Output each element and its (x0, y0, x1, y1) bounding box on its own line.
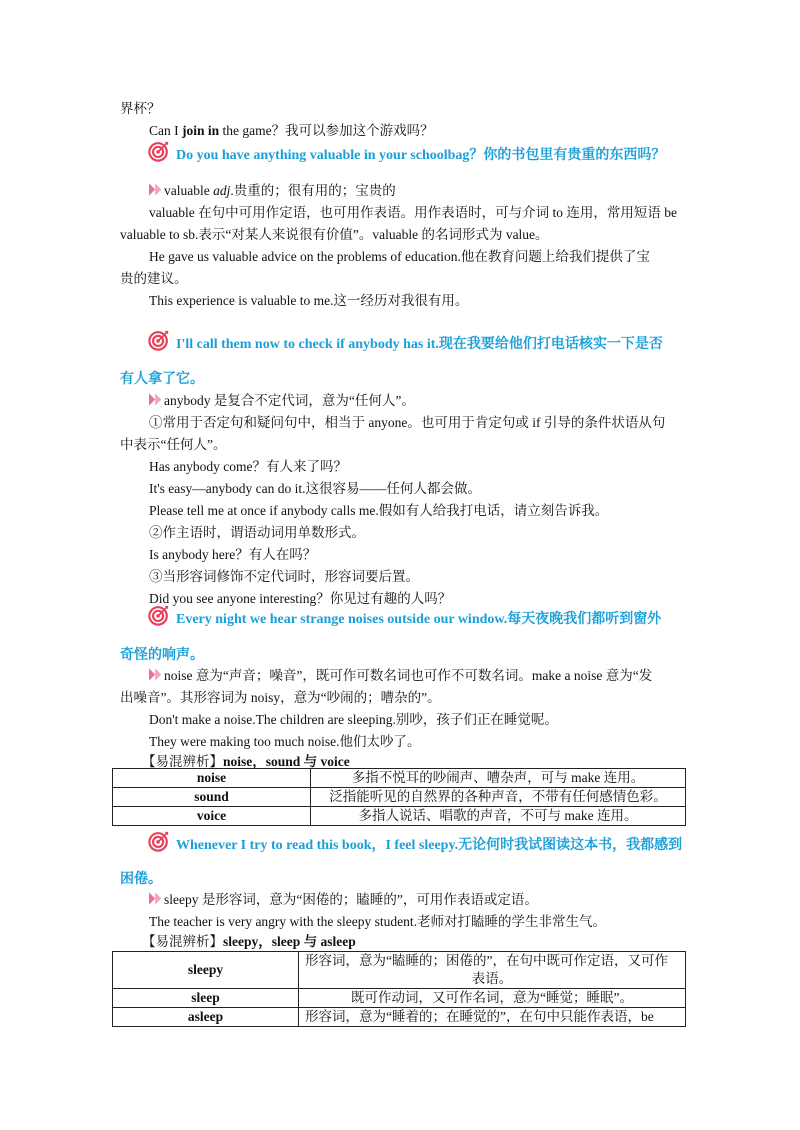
table-value: 泛指能听见的自然界的各种声音，不带有任何感情色彩。 (311, 788, 686, 807)
table-row (113, 1008, 686, 1027)
example-sentence: Is anybody here？有人在吗？ (149, 547, 317, 562)
section-heading-noise-cont: 奇怪的响声。 (120, 648, 204, 663)
target-icon (148, 329, 170, 351)
section-heading-anybody: I'll call them now to check if anybody has it.现在我要给他们打电话核实一下是否 (176, 337, 663, 352)
example-keyword: join in (182, 123, 220, 138)
part-of-speech: adj (213, 183, 231, 198)
paragraph: 中表示“任何人”。 (120, 437, 227, 452)
paragraph: ②作主语时，谓语动词用单数形式。 (149, 525, 365, 540)
target-icon (148, 830, 170, 852)
definition-text: sleepy 是形容词，意为“困倦的；瞌睡的”，可用作表语或定语。 (164, 892, 538, 907)
example-sentence: Please tell me at once if anybody calls me.假如有人给我打电话，请立刻告诉我。 (149, 503, 609, 518)
example-text: the game？我可以参加这个游戏吗？ (219, 123, 434, 138)
table-row (113, 952, 686, 989)
comparison-note (142, 932, 356, 952)
note-label: 【易混辨析】 (142, 934, 223, 949)
table-value-line: 表语。 (471, 971, 513, 986)
example-sentence: Don't make a noise.The children are sleeping.别吵，孩子们正在睡觉呢。 (149, 712, 558, 727)
definition-anybody (149, 391, 415, 411)
table-key: voice (113, 807, 311, 826)
target-icon (148, 140, 170, 162)
table-value: 多指人说话、唱歌的声音，不可与 make 连用。 (311, 807, 686, 826)
example-sentence: 贵的建议。 (120, 271, 188, 286)
definition-text: .贵重的；很有用的；宝贵的 (230, 183, 396, 198)
section-heading-valuable: Do you have anything valuable in your schoolbag？你的书包里有贵重的东西吗？ (176, 148, 666, 163)
continued-text: 界杯？ (120, 101, 161, 116)
section-heading-sleepy-cont: 困倦。 (120, 872, 162, 887)
paragraph: ③当形容词修饰不定代词时，形容词要后置。 (149, 569, 419, 584)
double-arrow-icon (149, 393, 163, 406)
note-label: 【易混辨析】 (142, 754, 223, 769)
table-key: sleep (113, 989, 299, 1008)
table-row (113, 807, 686, 826)
definition-text: anybody 是复合不定代词，意为“任何人”。 (164, 393, 415, 408)
paragraph: valuable to sb.表示“对某人来说很有价值”。valuable 的名词形式为 value。 (120, 227, 549, 242)
definition-valuable (149, 181, 396, 201)
example-join-in (149, 121, 434, 141)
section-heading-noise: Every night we hear strange noises outside our window.每天夜晚我们都听到窗外 (176, 612, 662, 627)
double-arrow-icon (149, 892, 163, 905)
definition-word: valuable (164, 183, 214, 198)
definition-text: noise 意为“声音；噪音”，既可作可数名词也可作不可数名词。make a noise 意为“发 (164, 668, 653, 683)
table-row (113, 769, 686, 788)
table-value: 多指不悦耳的吵闹声、嘈杂声，可与 make 连用。 (311, 769, 686, 788)
table-key: sleepy (113, 952, 299, 989)
example-sentence: He gave us valuable advice on the problems of education.他在教育问题上给我们提供了宝 (149, 249, 650, 264)
section-heading-anybody-cont: 有人拿了它。 (120, 372, 204, 387)
table-key: asleep (113, 1008, 299, 1027)
double-arrow-icon (149, 183, 163, 196)
paragraph: ①常用于否定句和疑问句中，相当于 anyone。也可用于肯定句或 if 引导的条件状语从句 (149, 415, 666, 430)
paragraph: valuable 在句中可用作定语，也可用作表语。用作表语时，可与介词 to 连用，常用短语 be (149, 205, 677, 220)
example-text: Can I (149, 123, 182, 138)
example-sentence: They were making too much noise.他们太吵了。 (149, 734, 421, 749)
table-key: noise (113, 769, 311, 788)
table-value: 既可作动词，又可作名词，意为“睡觉；睡眠”。 (299, 989, 686, 1008)
section-heading-sleepy: Whenever I try to read this book，I feel sleepy.无论何时我试图读这本书，我都感到 (176, 838, 683, 853)
definition-noise (149, 666, 652, 686)
table-row (113, 989, 686, 1008)
note-title: noise，sound 与 voice (223, 754, 350, 769)
note-title: sleepy，sleep 与 asleep (223, 934, 356, 949)
example-sentence: It's easy—anybody can do it.这很容易——任何人都会做。 (149, 481, 482, 496)
target-icon (148, 604, 170, 626)
double-arrow-icon (149, 668, 163, 681)
table-row (113, 788, 686, 807)
table-value: 形容词，意为“睡着的；在睡觉的”，在句中只能作表语，be (299, 1008, 686, 1027)
example-sentence: The teacher is very angry with the sleepy student.老师对打瞌睡的学生非常生气。 (149, 914, 607, 929)
definition-sleepy (149, 890, 538, 910)
table-value (299, 952, 686, 989)
paragraph: 出噪音”。其形容词为 noisy，意为“吵闹的；嘈杂的”。 (120, 690, 441, 705)
example-sentence: Did you see anyone interesting？你见过有趣的人吗？ (149, 591, 452, 606)
table-key: sound (113, 788, 311, 807)
example-sentence: Has anybody come？有人来了吗？ (149, 459, 347, 474)
table-value-line: 形容词，意为“瞌睡的；困倦的”，在句中既可作定语，又可作 (305, 953, 668, 968)
comparison-table-sleepy (112, 951, 686, 1027)
comparison-table-noise (112, 768, 686, 826)
example-sentence: This experience is valuable to me.这一经历对我很有用。 (149, 293, 469, 308)
